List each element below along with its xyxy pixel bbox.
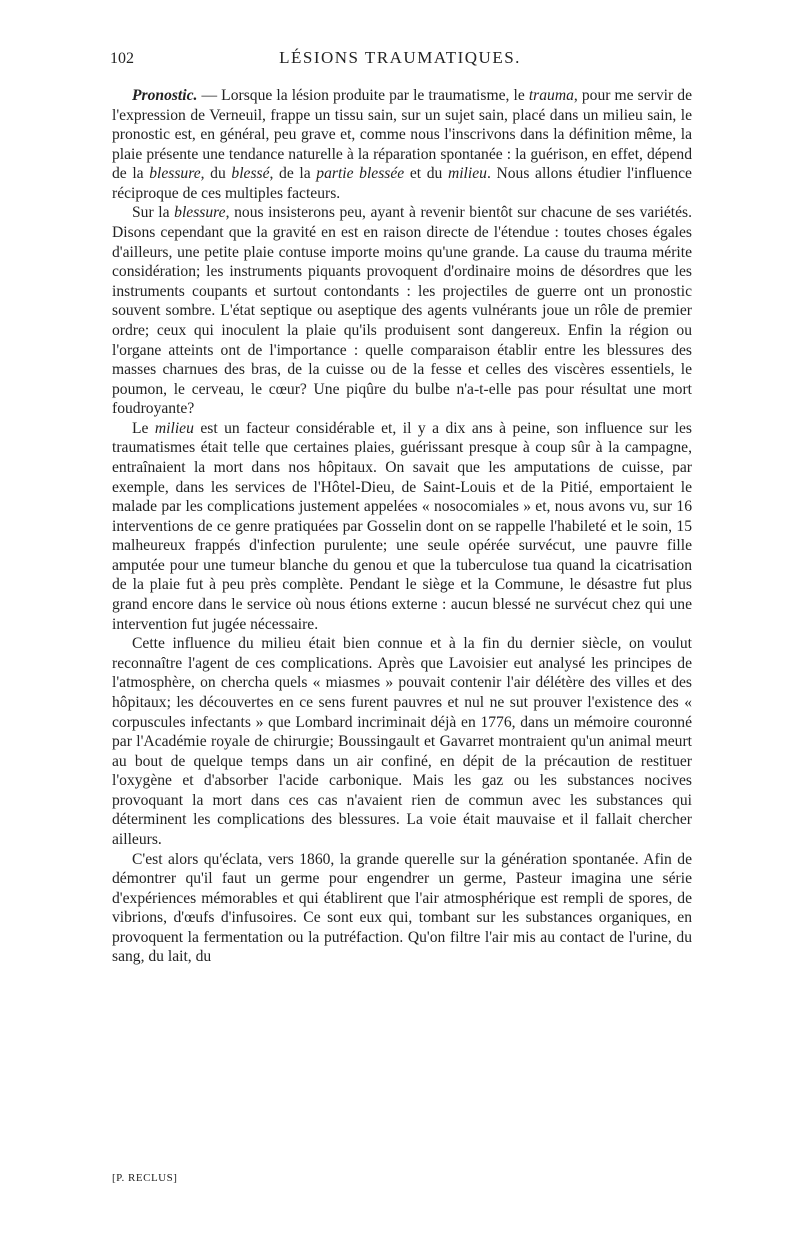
page-number: 102 <box>110 50 134 67</box>
paragraph-pasteur: C'est alors qu'éclata, vers 1860, la grande querelle sur la génération spontanée. Afin de démontrer qu'il faut un germe pour engendrer un germe, Pasteur imagina une série d'expériences mémorables et qui établirent que l'air atmosphérique est rempli de spores, de vibrions, d'œufs d'infusoires. Ce sont eux qui, tombant sur les substances organiques, en provoquent la fermentation ou la putréfaction. Qu'on filtre l'air mis au contact de l'urine, du sang, du lait, du <box>112 850 692 966</box>
italic-term: milieu <box>447 165 487 183</box>
italic-term: partie blessée <box>316 165 405 183</box>
text-run: , de la <box>269 165 317 183</box>
section-heading: Pronostic. <box>132 87 198 104</box>
text-run: , du <box>200 165 232 183</box>
text-run: est un facteur considérable et, il y a dix ans à peine, son influence sur les traumatismes était telle que certaines plaies, guérissant presque à coup sûr à la campagne, entraînaient la mort dans nos hôpitaux. On savait que les amputations de cuisse, par exemple, dans les services de l'Hôtel-Dieu, de Saint-Louis et de la Pitié, emportaient le malade par les complications justement appelées « nosocomiales » et, nous avons vu, sur 16 interventions de ce genre pratiquées par Gosselin dont on se rappelle l'habileté et le soin, 15 malheureux frappés d'infection purulente; une seule opérée survécut, une pauvre fille amputée pour une tumeur blanche du genou et que la tuberculose tua quand la cicatrisation de la plaie fut à peu près complète. Pendant le siège et la Commune, le désastre fut plus grand encore dans le service où nous étions externe : aucun blessé ne survécut chez qui une intervention fut jugée nécessaire. <box>112 419 692 633</box>
italic-term: blessure <box>174 204 226 222</box>
italic-term: blessé <box>231 165 270 183</box>
paragraph-influence: Cette influence du milieu était bien connue et à la fin du dernier siècle, on voulut reconnaître l'agent de ces complications. Après que Lavoisier eut analysé les principes de l'atmosphère, on chercha quels « miasmes » pouvait contenir l'air délétère des villes et des hôpitaux; les découvertes en ce sens furent pauvres et nul ne sut prouver l'existence des « corpuscules infectants » que Lombard incriminait déjà en 1776, dans un mémoire couronné par l'Académie royale de chirurgie; Boussingault et Gavarret montraient qu'un animal meurt au bout de quelque temps dans un air confiné, en dépit de la précaution de restituer l'oxygène et d'absorber l'acide carbonique. Mais les gaz ou les substances nocives provoquant la mort dans ces cas n'avaient rien de commun avec les substances qui déterminent les complications des blessures. La voie était mauvaise et il fallait chercher ailleurs. <box>112 635 692 848</box>
paragraph-prognosis <box>112 86 692 203</box>
text-run: , nous insisterons peu, ayant à revenir bientôt sur chacune de ses variétés. Disons cependant que la gravité en est en raison directe de l'étendue : toutes choses égales d'ailleurs, une petite plaie contuse importe moins qu'une grande. La cause du trauma mérite considération; les instruments piquants provoquent d'ordinaire moins de désordres que les instruments coupants et surtout contondants : les projectiles de guerre ont un pronostic souvent sombre. L'état septique ou aseptique des agents vulnérants joue un rôle de premier ordre; ceux qui inoculent la plaie qu'ils produisent sont dangereux. Enfin la région ou l'organe atteints ont de l'importance : quelle comparaison établir entre les blessures des masses charnues des bras, de la cuisse ou de la fesse et celles des viscères essentiels, le poumon, le cerveau, le cœur? Une piqûre du bulbe n'a-t-elle pas pour résultat une mort foudroyante? <box>112 204 692 418</box>
page-header <box>0 46 800 72</box>
text-run: et du <box>404 165 448 183</box>
running-title: LÉSIONS TRAUMATIQUES. <box>279 48 521 67</box>
body-text <box>112 86 692 967</box>
text-run: . Nous allons étudier l'influence réciproque de ces multiples facteurs. <box>112 165 692 202</box>
text-run: — Lorsque la lésion produite par le traumatisme, le <box>197 87 529 104</box>
text-run: Le <box>132 419 155 437</box>
italic-term: trauma <box>528 87 574 104</box>
text-run: , pour me servir de l'expression de Verneuil, frappe un tissu sain, sur un sujet sain, placé dans un milieu sain, le pronostic est, en général, peu grave et, comme nous l'inscrivons dans la définition même, la plaie présente une tendance naturelle à la réparation spontanée : la guérison, en effet, dépend de la <box>112 87 692 183</box>
italic-term: milieu <box>154 419 194 437</box>
italic-term: blessure <box>149 165 201 183</box>
text-run: Sur la <box>132 204 175 222</box>
paragraph-milieu <box>112 419 692 634</box>
paragraph-blessure <box>112 203 692 418</box>
author-signature: [P. RECLUS] <box>112 1172 178 1184</box>
